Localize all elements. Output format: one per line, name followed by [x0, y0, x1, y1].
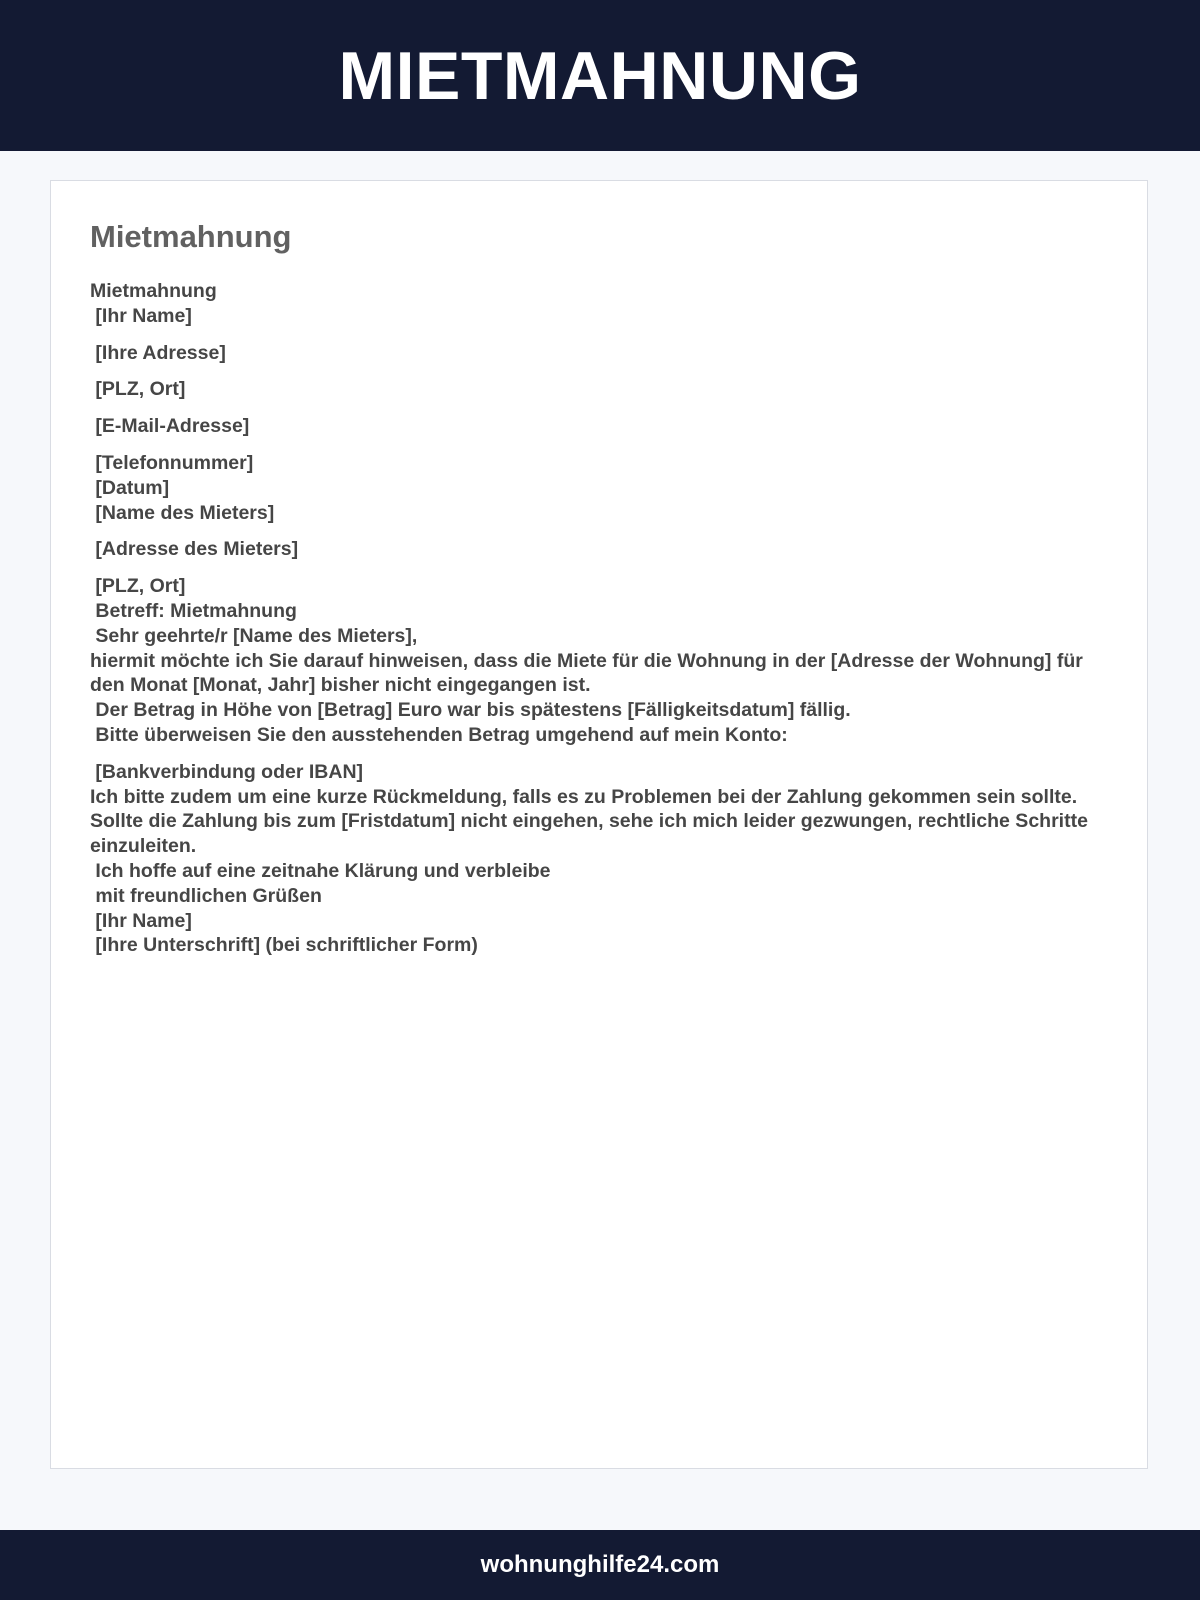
letter-line: mit freundlichen Grüßen: [90, 884, 322, 907]
letter-line: [Ihre Unterschrift] (bei schriftlicher Form): [90, 934, 478, 957]
letter-line: [PLZ, Ort]: [90, 378, 186, 401]
letter-line: Der Betrag in Höhe von [Betrag] Euro war bis spätestens [Fälligkeitsdatum] fällig.: [90, 699, 851, 722]
letter-paragraph: Sollte die Zahlung bis zum [Fristdatum] nicht eingehen, sehe ich mich leider gezwungen, rechtliche Schritte einzuleiten.: [90, 810, 1094, 858]
letter-paragraph: hiermit möchte ich Sie darauf hinweisen, dass die Miete für die Wohnung in der [Adresse der Wohnung] für den Monat [Monat, Jahr] bisher nicht eingegangen ist.: [90, 649, 1089, 697]
letter-line: [Ihr Name]: [90, 304, 192, 327]
page-title: MIETMAHNUNG: [338, 37, 862, 114]
letter-line: Ich hoffe auf eine zeitnahe Klärung und verbleibe: [90, 859, 551, 882]
page-footer: [0, 1530, 1200, 1600]
letter-line: [Adresse des Mieters]: [90, 538, 299, 561]
letter-line: [Ihr Name]: [90, 909, 192, 932]
page-header: [0, 0, 1200, 151]
letter-line: [PLZ, Ort]: [90, 575, 186, 598]
letter-line: [Telefonnummer]: [90, 451, 254, 474]
document-card: [50, 180, 1148, 1469]
letter-line: [Datum]: [90, 476, 170, 499]
letter-line: [Ihre Adresse]: [90, 341, 226, 364]
letter-line: Bitte überweisen Sie den ausstehenden Betrag umgehend auf mein Konto:: [90, 723, 788, 746]
footer-site-name: wohnunghilfe24.com: [480, 1551, 720, 1578]
document-heading: Mietmahnung: [90, 219, 292, 254]
letter-line: [E-Mail-Adresse]: [90, 415, 250, 438]
letter-body: [90, 279, 1094, 958]
letter-line: [Bankverbindung oder IBAN]: [90, 760, 364, 783]
letter-line: Betreff: Mietmahnung: [90, 599, 297, 622]
letter-line: Mietmahnung: [90, 280, 217, 302]
letter-line: [Name des Mieters]: [90, 501, 275, 524]
letter-line: Sehr geehrte/r [Name des Mieters],: [90, 624, 418, 647]
letter-paragraph: Ich bitte zudem um eine kurze Rückmeldung, falls es zu Problemen bei der Zahlung gekommen sein sollte.: [90, 785, 1078, 808]
